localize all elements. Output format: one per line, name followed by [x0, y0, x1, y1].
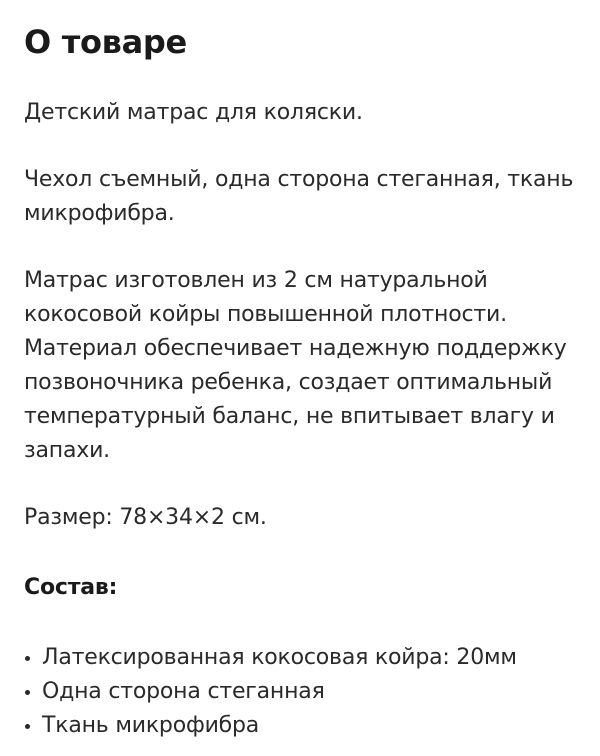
list-item [24, 709, 578, 743]
list-item [24, 675, 578, 709]
list-item-label: Ткань микрофибра [42, 713, 260, 738]
list-item-label: Одна сторона стеганная [42, 679, 325, 704]
description-paragraph-type: Детский матрас для коляски. [24, 100, 363, 125]
list-item [24, 641, 578, 675]
composition-heading: Состав: [24, 575, 118, 600]
bullet-dot-icon [25, 656, 30, 661]
section-title: О товаре [24, 23, 187, 61]
bullet-dot-icon [25, 690, 30, 695]
description-paragraph-size: Размер: 78×34×2 см. [24, 505, 267, 530]
list-item-label: Латексированная кокосовая койра: 20мм [42, 645, 517, 670]
composition-list [24, 641, 578, 743]
description-paragraph-cover: Чехол съемный, одна сторона стеганная, ткань микрофибра. [24, 167, 574, 226]
bullet-dot-icon [25, 724, 30, 729]
description-paragraph-material: Матрас изготовлен из 2 см натуральной кокосовой койры повышенной плотности. Материал обеспечивает надежную поддержку позвоночника ребенка, создает оптимальный температурный баланс, не впитывает влагу и запахи. [24, 268, 567, 463]
